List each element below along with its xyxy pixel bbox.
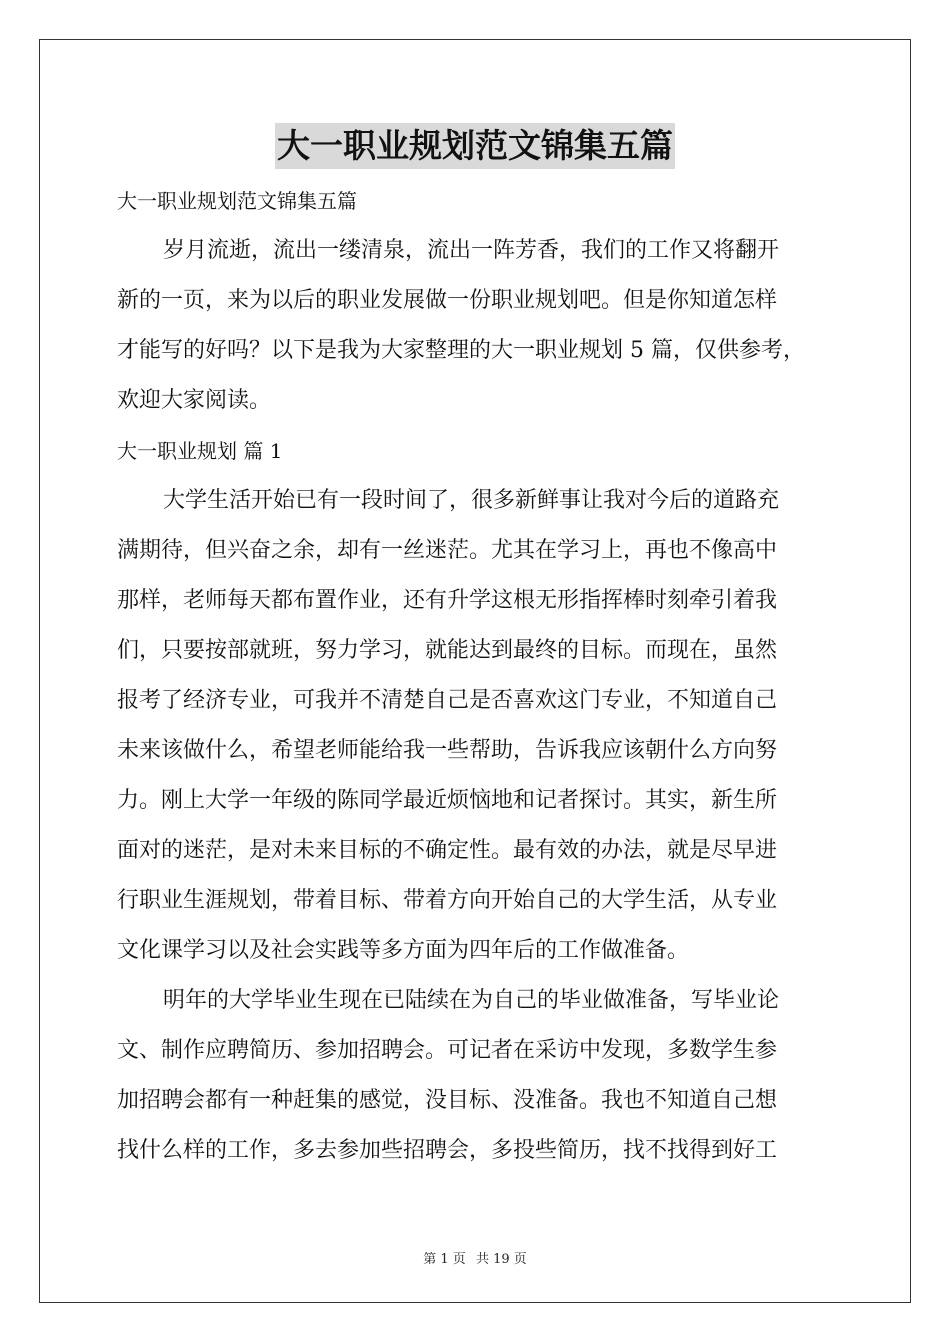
page-total: 共 19 页 [475, 1252, 527, 1267]
paragraph-line: 明年的大学毕业生现在已陆续在为自己的毕业做准备，写毕业论 [163, 988, 780, 1013]
page-number: 第 1 页 [423, 1252, 466, 1267]
paragraph-line: 未来该做什么，希望老师能给我一些帮助，告诉我应该朝什么方向努 [117, 738, 778, 763]
paragraph-line: 找什么样的工作，多去参加些招聘会，多投些简历，找不找得到好工 [117, 1138, 778, 1163]
paragraph-line: 力。刚上大学一年级的陈同学最近烦恼地和记者探讨。其实，新生所 [117, 788, 778, 813]
paragraph-line: 满期待，但兴奋之余，却有一丝迷茫。尤其在学习上，再也不像高中 [117, 538, 778, 563]
page-footer [0, 1248, 950, 1267]
paragraph-line: 大学生活开始已有一段时间了，很多新鲜事让我对今后的道路充 [163, 488, 780, 513]
paragraph-line: 那样，老师每天都布置作业，还有升学这根无形指挥棒时刻牵引着我 [117, 588, 778, 613]
document-title: 大一职业规划范文锦集五篇 [275, 123, 675, 169]
paragraph-line: 欢迎大家阅读。 [117, 388, 272, 413]
paragraph-line: 才能写的好吗？以下是我为大家整理的大一职业规划 5 篇，仅供参考， [117, 338, 805, 363]
body-subtitle: 大一职业规划范文锦集五篇 [117, 189, 357, 213]
section-heading: 大一职业规划 篇 1 [117, 439, 283, 463]
paragraph-line: 文、制作应聘简历、参加招聘会。可记者在采访中发现，多数学生参 [117, 1038, 778, 1063]
paragraph-line: 岁月流逝，流出一缕清泉，流出一阵芳香，我们的工作又将翻开 [163, 238, 780, 263]
paragraph-line: 新的一页，来为以后的职业发展做一份职业规划吧。但是你知道怎样 [117, 288, 778, 313]
paragraph-line: 文化课学习以及社会实践等多方面为四年后的工作做准备。 [117, 938, 690, 963]
paragraph-line: 面对的迷茫，是对未来目标的不确定性。最有效的办法，就是尽早进 [117, 838, 778, 863]
paragraph-line: 加招聘会都有一种赶集的感觉，没目标、没准备。我也不知道自己想 [117, 1088, 778, 1113]
title-container [0, 123, 950, 169]
document-body [117, 176, 837, 1176]
paragraph-line: 行职业生涯规划，带着目标、带着方向开始自己的大学生活，从专业 [117, 888, 778, 913]
paragraph-line: 报考了经济专业，可我并不清楚自己是否喜欢这门专业，不知道自己 [117, 688, 778, 713]
paragraph-line: 们，只要按部就班，努力学习，就能达到最终的目标。而现在，虽然 [117, 638, 778, 663]
